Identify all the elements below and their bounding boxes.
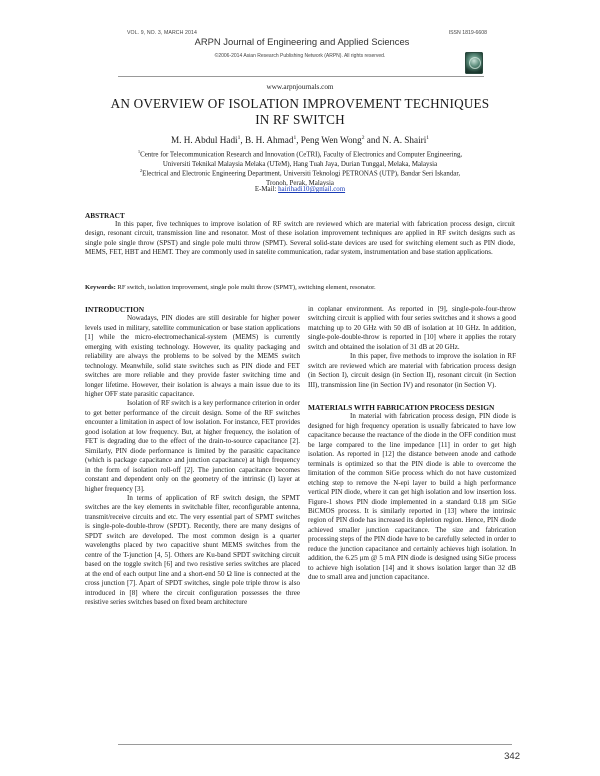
affiliation-text: Centre for Telecommunication Research and Innovation (CeTRI), Faculty of Electronics and Computer Engineering, xyxy=(140,151,463,159)
title-line-1: AN OVERVIEW OF ISOLATION IMPROVEMENT TECHNIQUES xyxy=(110,96,490,111)
separator: , xyxy=(296,135,301,146)
journal-url: www.arpnjournals.com xyxy=(266,83,334,91)
affiliation-text: Tronoh, Perak, Malaysia xyxy=(266,179,334,187)
affil-mark: 2 xyxy=(361,135,365,141)
section-heading-materials: MATERIALS WITH FABRICATION PROCESS DESIGN xyxy=(308,403,495,413)
author-list xyxy=(0,135,600,145)
section-heading-introduction: INTRODUCTION xyxy=(85,305,145,314)
author-name: M. H. Abdul Hadi xyxy=(170,135,238,146)
footer-divider xyxy=(118,744,512,745)
keywords xyxy=(85,284,515,291)
affil-mark: 1 xyxy=(137,149,141,154)
abstract-text: In this paper, five techniques to improve isolation of RF switch are reviewed which are material with fabrication process design, circuit design, resonant circuit, transmission line and resonator. Most of these isolation improvement techniques are applied in RF switch designs such as single pole single throw (SPST) and single pole multi throw (SPMT). Several solid-state devices are used for switching element such as PIN diode, MEMS, FET, HBT and HEMT. They are commonly used in satelite communication, radar system, instrumentation and base station applications. xyxy=(85,220,515,257)
paper-title xyxy=(0,96,600,127)
affiliation-text: Universiti Teknikal Malaysia Melaka (UTeM), Hang Tuah Jaya, Durian Tunggal, Melaka, Malaysia xyxy=(162,160,438,168)
abstract-heading: ABSTRACT xyxy=(85,211,125,220)
arpn-globe-logo-icon xyxy=(465,52,483,74)
journal-issn: ISSN 1819-6608 xyxy=(448,30,487,36)
keywords-text: RF switch, isolation improvement, single pole multi throw (SPMT), switching element, resonator. xyxy=(115,284,376,291)
right-column xyxy=(308,305,516,583)
paragraph: In this paper, five methods to improve the isolation in RF switch are reviewed which are material with fabrication process design (in Section I), circuit design (in Section II), resonant circuit (in Section III), transmission line (in Section IV) and resonator (in Section V). xyxy=(308,352,516,389)
author-name: Peng Wen Wong xyxy=(300,135,362,146)
affil-mark: 1 xyxy=(426,135,430,141)
header-divider xyxy=(118,76,484,77)
separator: and xyxy=(364,135,383,146)
author-name: N. A. Shairi xyxy=(382,135,427,146)
spacer xyxy=(308,390,516,403)
affil-mark: 1 xyxy=(237,135,241,141)
paragraph: In material with fabrication process design, PIN diode is designed for high frequency operation is usually fabricated to have low capacitance because the reactance of the diode in the OFF condition must be large compared to the line impedance [11] in order to get high isolation. As reported in [12] the distance between anode and cathode terminals is optimized so that the PIN diode is able to overcome the limitation of the common SiGe process which do not have customized etching step to remove the N-epi layer to build a high performance vertical PIN diode, where it can get high isolation and low insertion loss. Figure-1 shows PIN diode implemented in a standard 0.18 μm SiGe BiCMOS process. It is similarly reported in [13] where the intrinsic region of PIN diode has increased its depletion region. Hence, PIN diode achieved smaller junction capacitance. The size and fabrication processing steps of the PIN diode have to be carefully selected in order to reduce the junction capacitance and certainly achieves high isolation. In addition, the 6.25 μm @ 5 mA PIN diode is designed using SiGe process to achieve high isolation [14] and it shows isolation larger than 32 dB due to small area and junction capacitance. xyxy=(308,412,516,582)
author-name: B. H. Ahmad xyxy=(244,135,294,146)
email-label: E-Mail: xyxy=(254,186,279,193)
copyright-notice: ©2006-2014 Asian Research Publishing Network (ARPN). All rights reserved. xyxy=(214,53,386,59)
email-link[interactable]: hairihadi10@gmail.com xyxy=(278,186,346,193)
page-number: 342 xyxy=(504,751,520,762)
journal-name: ARPN Journal of Engineering and Applied Sciences xyxy=(194,36,410,47)
paragraph: in coplanar environment. As reported in [9], single-pole-four-throw switching circuit is applied with four series switches and it shows a good matching up to 20 GHz with 50 dB of isolation at 10 GHz. In addition, single-pole-double-throw is reported in [10] where it applies the rotary switch and obtained the isolation of 31 dB at 20 GHz. xyxy=(308,305,516,351)
left-column xyxy=(85,305,300,607)
affil-mark: 2 xyxy=(139,168,143,173)
separator: , xyxy=(240,135,245,146)
keywords-label: Keywords: xyxy=(85,284,116,291)
paragraph: Nowadays, PIN diodes are still desirable for higher power levels used in military, satellite communication or base station applications [1] while the micro-electromechanical-system (MEMS) is currently emerging with existing technology. However, its quality packaging and reliability are always the problems to be solved by the MEMS switch technology. Meanwhile, solid state switches such as PIN diode and FET switches are more reliable and they provide faster switching time and longer lifetime. However, their isolation is always a main issue due to its higher OFF state parasitic capacitance. xyxy=(85,314,300,399)
affil-mark: 1 xyxy=(293,135,297,141)
paragraph: Isolation of RF switch is a key performance criterion in order to get better performance of the circuit design. Some of the RF switches encounter a limitation in aspect of low isolation. For instance, FET provides good isolation at low frequency. But, at higher frequency, the isolation of FET is degrading due to the effect of the drain-to-source capacitance [2]. Similarly, PIN diode performance is limited by the parasitic capacitance (which is package capacitance and junction capacitance) at high frequency in the form of isolation roll-off [2]. The junction capacitance becomes constant and dependent only on the geometry of the intrinsic (I) layer at higher frequency [3]. xyxy=(85,399,300,493)
author-email xyxy=(0,185,600,194)
journal-volume: VOL. 9, NO. 3, MARCH 2014 xyxy=(127,30,197,36)
title-line-2: IN RF SWITCH xyxy=(255,111,345,127)
paragraph: In terms of application of RF switch design, the SPMT switches are the key elements in switchable filter, reconfigurable antenna, transmit/receive circuits and etc. The very essential part of SPMT switches is single-pole-double-throw (SPDT). Recently, there are many designs of SPDT switch are developed. The most common design is a quarter wavelengths placed by two capacitive shunt MEMS switches from the centre of the T-junction [4, 5]. Others are Ku-band SPDT switching circuit based on the toggle switch [6] and two resistive series switches are placed at the end of each output line and a short-end 50 Ω line is connected at the cross junction [7]. Apart of SPDT switches, single pole triple throw is also introduced in [8] where the circuit configuration possesses the three resistive series switches based on fixed beam architecture xyxy=(85,494,300,606)
affiliation-text: Electrical and Electronic Engineering Department, Universiti Teknologi PETRONAS (UTP), Bandar Seri Iskandar, xyxy=(142,170,461,178)
